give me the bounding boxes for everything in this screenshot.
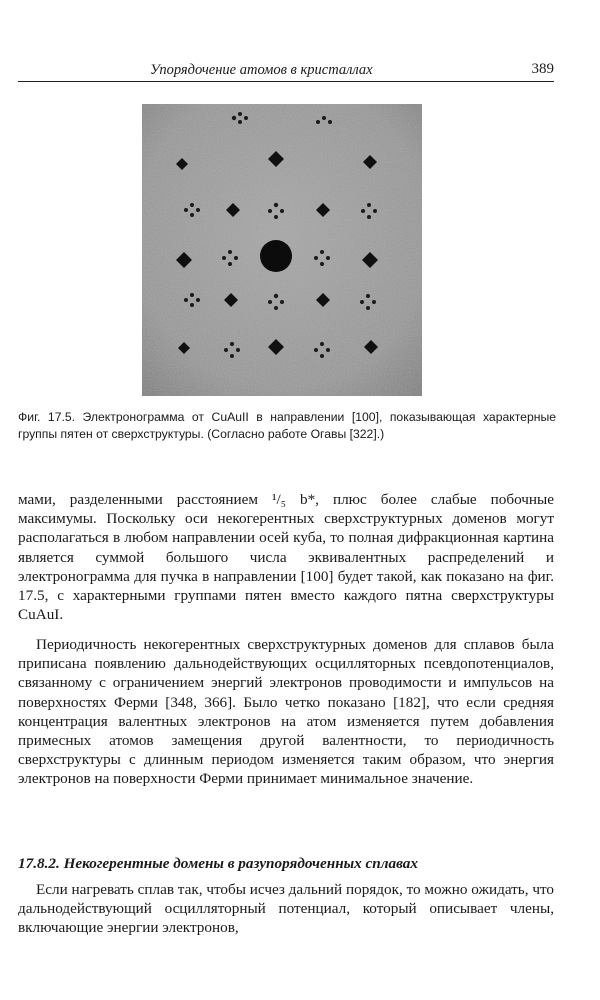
figure-caption: Фиг. 17.5. Электронограмма от CuAuII в направлении [100], показывающая характерные группы пятен от сверхструктуры. (Согласно работе Огавы [322].) [18,410,556,441]
paragraph-1: мами, разделенными расстоянием ¹/₅ b*, плюс более слабые побочные максимумы. Поскольку оси некогерентных сверхструктурных доменов могут располагаться в любом направлении осей куба, то полная дифракционная картина является суммой большого числа эквивалентных распределений и электронограмма для пучка в направлении [100] будет такой, как показано на фиг. 17.5, с характерными группами пятен вместо каждого пятна сверхструктуры CuAuI. [18,491,554,624]
page-number: 389 [531,61,554,77]
running-header [18,58,554,82]
section-heading: 17.8.2. Некогерентные домены в разупорядоченных сплавах [18,855,418,872]
central-spot [260,240,292,272]
paragraph-2: Периодичность некогерентных сверхструктурных доменов для сплавов была приписана появлению дальнодействующих осцилляторных псевдопотенциалов, связанному с ограничением энергий электронов проводимости и импульсов на поверхностях Ферми [348, 366]. Было четко показано [182], что если средняя концентрация валентных электронов на атом изменяется путем добавления примесных атомов замещения другой валентности, то периодичность сверхструктуры с длинным периодом изменяется таким образом, что энергия электронов на поверхности Ферми принимает минимальное значение. [18,636,554,788]
running-title: Упорядочение атомов в кристаллах [150,62,373,78]
section-paragraph: Если нагревать сплав так, чтобы исчез дальний порядок, то можно ожидать, что дальнодействующий осцилляторный потенциал, который описывает члены, включающие энергии электронов, [18,881,554,937]
header-rule [18,81,554,82]
electron-diffraction-figure [142,104,422,396]
